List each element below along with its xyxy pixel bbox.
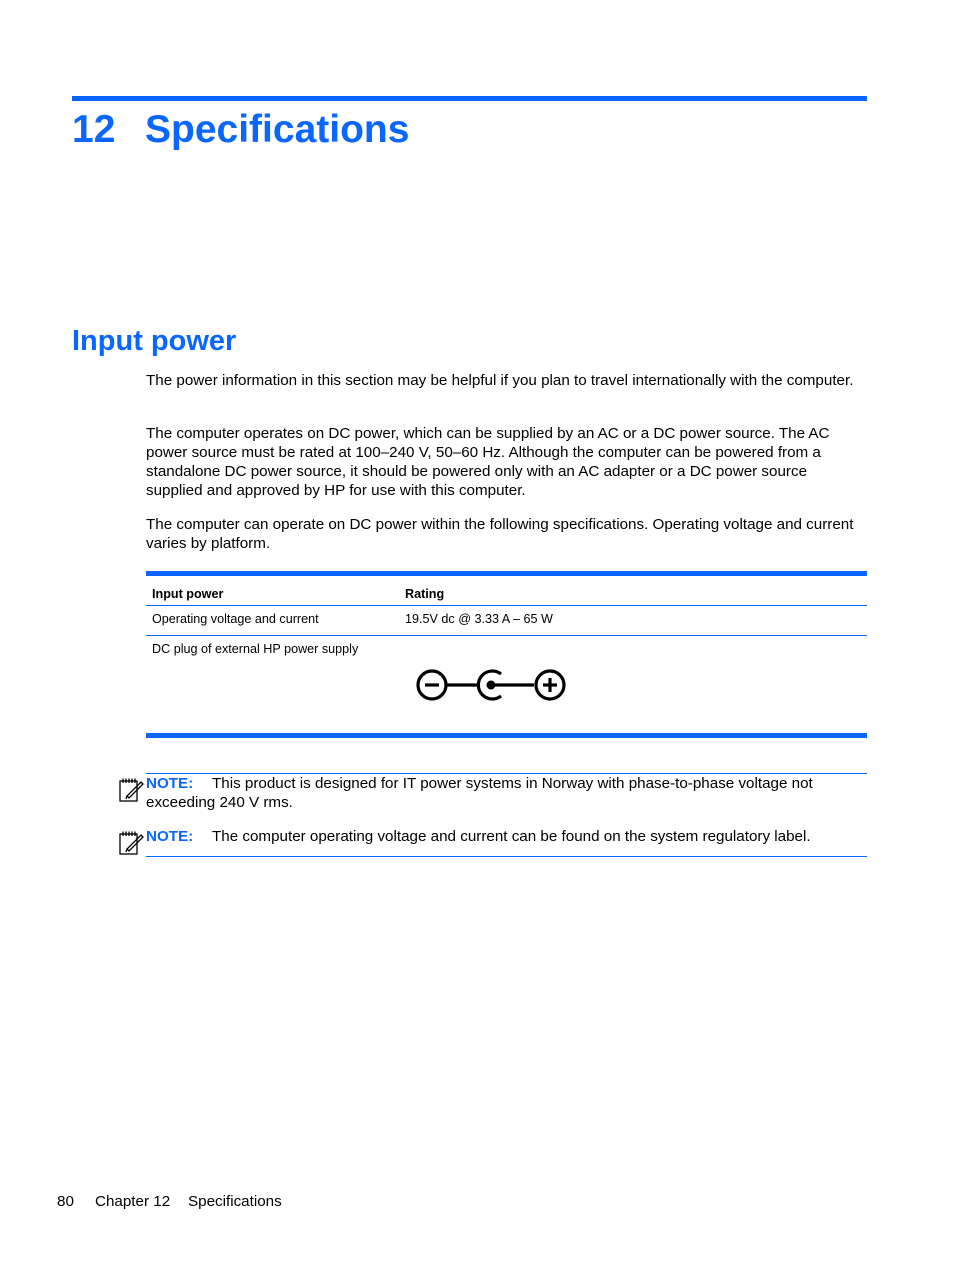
page-footer	[57, 1192, 282, 1211]
table-row	[146, 606, 867, 636]
table-cell-dc-plug-label: DC plug of external HP power supply	[152, 642, 359, 656]
input-power-table	[146, 571, 867, 738]
table-cell-operating-label: Operating voltage and current	[152, 612, 319, 626]
note-icon	[118, 777, 144, 803]
note-bottom-rule	[146, 856, 867, 857]
page-number: 80	[57, 1193, 74, 1210]
chapter-number: 12	[72, 108, 116, 151]
section-title: Input power	[72, 325, 237, 357]
paragraph-dc-power: The computer operates on DC power, which can be supplied by an AC or a DC power source. The AC power source must be rated at 100–240 V, 50–60 Hz. Although the computer can be powered from a standalone DC power source, it should be powered only with an AC adapter or a DC power source supplied and approved by HP for use with this computer.	[146, 425, 830, 499]
dc-polarity-symbol-icon	[415, 668, 567, 702]
chapter-top-rule	[72, 96, 867, 101]
table-bottom-rule	[146, 733, 867, 738]
note-label: NOTE:	[146, 828, 194, 845]
note-icon	[118, 830, 144, 856]
footer-chapter-label: Chapter 12	[95, 1193, 171, 1210]
note-norway	[146, 774, 867, 812]
table-header-rating: Rating	[405, 587, 445, 601]
table-cell-operating-rating: 19.5V dc @ 3.33 A – 65 W	[405, 612, 553, 626]
note-text: The computer operating voltage and current can be found on the system regulatory label.	[212, 828, 811, 845]
footer-chapter-title: Specifications	[188, 1193, 282, 1210]
chapter-title-text: Specifications	[145, 108, 410, 151]
paragraph-travel: The power information in this section may be helpful if you plan to travel internationally with the computer.	[146, 372, 854, 389]
table-row	[146, 636, 867, 733]
note-regulatory-label	[146, 827, 867, 846]
table-header-input-power: Input power	[152, 587, 224, 601]
chapter-title	[72, 106, 409, 154]
table-header-row	[146, 576, 867, 606]
note-text: This product is designed for IT power systems in Norway with phase-to-phase voltage not exceeding 240 V rms.	[146, 775, 813, 811]
note-label: NOTE:	[146, 775, 194, 792]
paragraph-specifications: The computer can operate on DC power within the following specifications. Operating voltage and current varies by platform.	[146, 516, 854, 552]
